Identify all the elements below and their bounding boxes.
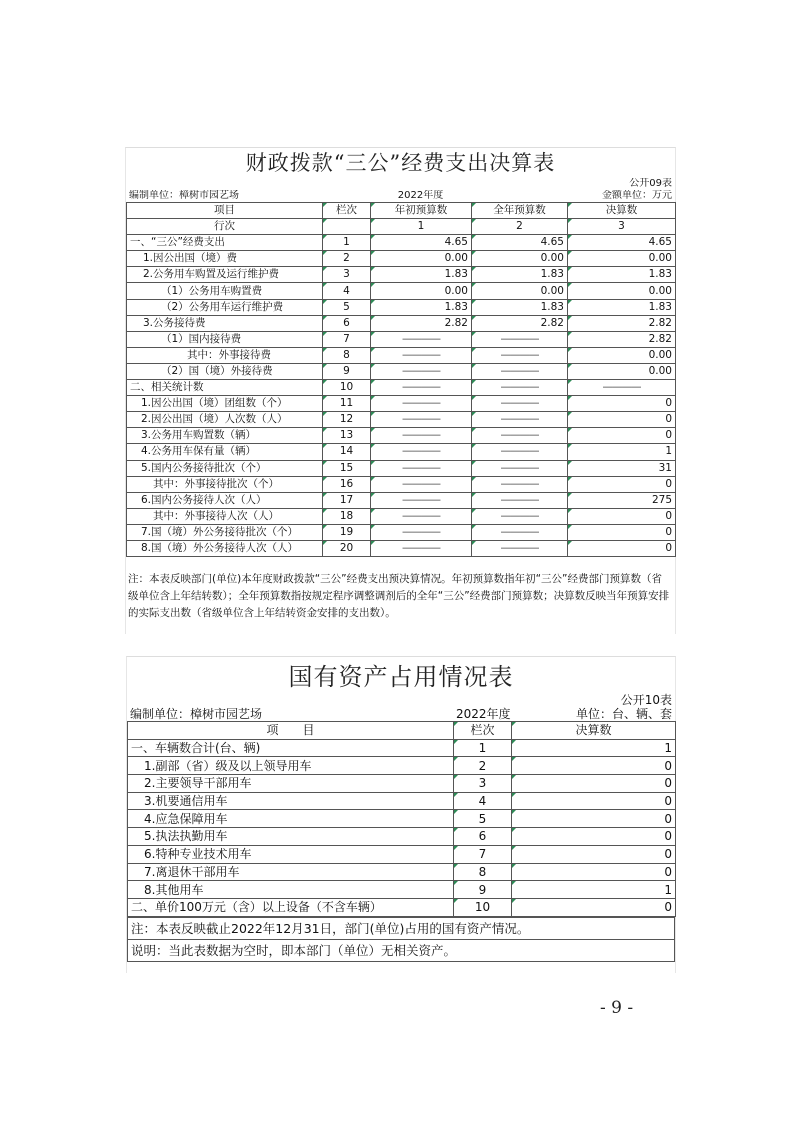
row-item: 1.因公出国（境）团组数（个） [127, 396, 323, 412]
table-row [128, 775, 676, 793]
row-annual-budget: 1.83 [472, 267, 568, 283]
row-annual-budget: 1.83 [472, 299, 568, 315]
row-initial-budget: 0.00 [371, 283, 472, 299]
header-final-account: 决算数 [568, 203, 676, 219]
table1-body [127, 235, 676, 557]
state-assets-sheet [126, 656, 676, 973]
row-initial-budget: ———— [371, 331, 472, 347]
table-row [128, 898, 676, 916]
row-col-no: 4 [323, 283, 371, 299]
row-final-account: 0 [568, 540, 676, 556]
row-initial-budget: 4.65 [371, 235, 472, 251]
row-col-no: 5 [454, 810, 512, 828]
row-col-no: 4 [454, 792, 512, 810]
row-col-no: 5 [323, 299, 371, 315]
row-col-no: 8 [323, 347, 371, 363]
row-annual-budget: 0.00 [472, 251, 568, 267]
row-item: 3.公务用车购置数（辆） [127, 428, 323, 444]
table2-note: 注：本表反映截止2022年12月31日，部门(单位)占用的国有资产情况。 [128, 917, 675, 939]
table-row [127, 412, 676, 428]
row-initial-budget: ———— [371, 460, 472, 476]
table-row [127, 428, 676, 444]
row-item: 5.执法执勤用车 [128, 828, 454, 846]
row-annual-budget: ———— [472, 380, 568, 396]
row-col-no: 10 [454, 898, 512, 916]
row-initial-budget: ———— [371, 492, 472, 508]
row-final-account: 0 [568, 476, 676, 492]
row-initial-budget: 0.00 [371, 251, 472, 267]
row-item: 6.特种专业技术用车 [128, 845, 454, 863]
row-final-account: 4.65 [568, 235, 676, 251]
table2-grid [127, 721, 676, 917]
row-item: 二、相关统计数 [127, 380, 323, 396]
table1-header-row [127, 203, 676, 219]
row-annual-budget: ———— [472, 524, 568, 540]
table2-footnotes [127, 917, 675, 962]
row-col-no: 9 [454, 881, 512, 899]
row-final-account: 0 [512, 863, 676, 881]
row-col-no: 11 [323, 396, 371, 412]
table1-form-no: 公开09表 [629, 178, 672, 189]
row-initial-budget: 1.83 [371, 267, 472, 283]
row-item: 2.公务用车购置及运行维护费 [127, 267, 323, 283]
table2-form-no: 公开10表 [620, 693, 672, 707]
table-row [127, 444, 676, 460]
row-annual-budget: 2.82 [472, 315, 568, 331]
table-row [127, 540, 676, 556]
row-annual-budget: ———— [472, 460, 568, 476]
row-col-no: 12 [323, 412, 371, 428]
row-item: 其中：外事接待费 [127, 347, 323, 363]
colno-1: 1 [371, 219, 472, 235]
table1-amount-unit: 金额单位：万元 [602, 190, 672, 201]
table-row [128, 863, 676, 881]
header-col-no: 栏次 [323, 203, 371, 219]
row-col-no: 1 [454, 739, 512, 757]
row-item: 4.应急保障用车 [128, 810, 454, 828]
row-final-account: 0.00 [568, 283, 676, 299]
row-annual-budget: ———— [472, 331, 568, 347]
row-final-account: 0 [568, 524, 676, 540]
three-public-expenses-sheet [125, 147, 676, 634]
row-item: 6.国内公务接待人次（人） [127, 492, 323, 508]
row-item: 1.因公出国（境）费 [127, 251, 323, 267]
row-item: 其中：外事接待人次（人） [127, 508, 323, 524]
row-annual-budget: ———— [472, 347, 568, 363]
table1-colno-row [127, 219, 676, 235]
table-row [127, 251, 676, 267]
row-initial-budget: ———— [371, 347, 472, 363]
row-final-account: 1 [568, 444, 676, 460]
page-number: - 9 - [600, 998, 634, 1018]
row-annual-budget: 4.65 [472, 235, 568, 251]
row-final-account: 0.00 [568, 363, 676, 379]
row-final-account: ———— [568, 380, 676, 396]
row-final-account: 0 [512, 898, 676, 916]
row-col-no: 8 [454, 863, 512, 881]
header-item: 项目 [127, 203, 323, 219]
table-row [127, 331, 676, 347]
row-final-account: 0 [512, 775, 676, 793]
table2-year: 2022年度 [456, 707, 511, 721]
row-col-no: 2 [323, 251, 371, 267]
row-col-no: 16 [323, 476, 371, 492]
row-final-account: 0 [512, 757, 676, 775]
row-col-no: 9 [323, 363, 371, 379]
table2-explanation: 说明：当此表数据为空时，即本部门（单位）无相关资产。 [128, 939, 675, 961]
row-annual-budget: 0.00 [472, 283, 568, 299]
row-final-account: 1.83 [568, 299, 676, 315]
table2-unit: 编制单位：樟树市园艺场 [130, 707, 263, 721]
row-item: 2.因公出国（境）人次数（人） [127, 412, 323, 428]
table-row [127, 524, 676, 540]
row-item: 7.国（境）外公务接待批次（个） [127, 524, 323, 540]
row-final-account: 0 [512, 810, 676, 828]
row-item: 8.其他用车 [128, 881, 454, 899]
row-final-account: 1 [512, 739, 676, 757]
table-row [127, 396, 676, 412]
row-initial-budget: ———— [371, 396, 472, 412]
table-row [128, 739, 676, 757]
row-col-no: 17 [323, 492, 371, 508]
row-item: 1.副部（省）级及以上领导用车 [128, 757, 454, 775]
row-item: （2）国（境）外接待费 [127, 363, 323, 379]
row-initial-budget: ———— [371, 428, 472, 444]
header-final-account: 决算数 [512, 722, 676, 740]
row-annual-budget: ———— [472, 412, 568, 428]
table-row [127, 460, 676, 476]
row-final-account: 0 [568, 396, 676, 412]
table-row [127, 315, 676, 331]
row-item: （1）公务用车购置费 [127, 283, 323, 299]
row-item: （1）国内接待费 [127, 331, 323, 347]
row-initial-budget: ———— [371, 412, 472, 428]
table-row [127, 347, 676, 363]
row-annual-budget: ———— [472, 476, 568, 492]
row-col-no: 2 [454, 757, 512, 775]
row-annual-budget: ———— [472, 444, 568, 460]
table-row [127, 476, 676, 492]
row-col-no: 6 [323, 315, 371, 331]
row-annual-budget: ———— [472, 492, 568, 508]
row-col-no: 3 [323, 267, 371, 283]
row-initial-budget: ———— [371, 476, 472, 492]
table-row [127, 267, 676, 283]
header-item: 项 目 [128, 722, 454, 740]
row-final-account: 0 [512, 828, 676, 846]
row-item: 4.公务用车保有量（辆） [127, 444, 323, 460]
table1-grid [126, 202, 676, 557]
row-col-no: 10 [323, 380, 371, 396]
row-item: 2.主要领导干部用车 [128, 775, 454, 793]
table-row [128, 792, 676, 810]
header-initial-budget: 年初预算数 [371, 203, 472, 219]
row-annual-budget: ———— [472, 428, 568, 444]
row-col-no: 14 [323, 444, 371, 460]
table-row [127, 235, 676, 251]
table-row [127, 508, 676, 524]
row-initial-budget: ———— [371, 508, 472, 524]
row-final-account: 0 [512, 845, 676, 863]
row-final-account: 0 [512, 792, 676, 810]
row-initial-budget: 2.82 [371, 315, 472, 331]
row-col-no: 20 [323, 540, 371, 556]
row-initial-budget: ———— [371, 524, 472, 540]
row-col-no: 7 [323, 331, 371, 347]
table2-body [128, 739, 676, 916]
row-item: （2）公务用车运行维护费 [127, 299, 323, 315]
row-item: 5.国内公务接待批次（个） [127, 460, 323, 476]
row-item: 7.离退休干部用车 [128, 863, 454, 881]
row-final-account: 0.00 [568, 347, 676, 363]
table-row [128, 881, 676, 899]
colno-label: 行次 [127, 219, 323, 235]
row-final-account: 0 [568, 412, 676, 428]
row-item: 一、“三公”经费支出 [127, 235, 323, 251]
row-final-account: 275 [568, 492, 676, 508]
row-item: 一、车辆数合计(台、辆) [128, 739, 454, 757]
row-final-account: 1 [512, 881, 676, 899]
row-initial-budget: ———— [371, 540, 472, 556]
row-final-account: 31 [568, 460, 676, 476]
row-final-account: 2.82 [568, 331, 676, 347]
row-final-account: 0.00 [568, 251, 676, 267]
table1-note: 注：本表反映部门(单位)本年度财政拨款“三公”经费支出预决算情况。年初预算数指年初“三公”经费部门预算数（省级单位含上年结转数）；全年预算数指按规定程序调整调剂后的全年“三公”经费部门预算数；决算数反映当年预算安排的实际支出数（省级单位含上年结转资金安排的支出数）。 [128, 573, 670, 620]
table2-amount-unit: 单位：台、辆、套 [575, 707, 672, 721]
table-row [127, 492, 676, 508]
row-item: 二、单价100万元（含）以上设备（不含车辆） [128, 898, 454, 916]
table1-meta [126, 178, 675, 202]
table-row [128, 757, 676, 775]
row-item: 其中：外事接待批次（个） [127, 476, 323, 492]
table-row [128, 845, 676, 863]
row-col-no: 1 [323, 235, 371, 251]
row-initial-budget: ———— [371, 380, 472, 396]
table1-year: 2022年度 [397, 190, 444, 201]
row-initial-budget: ———— [371, 444, 472, 460]
table2-header-row [128, 722, 676, 740]
table1-unit: 编制单位：樟树市园艺场 [129, 190, 239, 201]
row-final-account: 0 [568, 508, 676, 524]
header-col-no: 栏次 [454, 722, 512, 740]
row-annual-budget: ———— [472, 396, 568, 412]
row-col-no: 15 [323, 460, 371, 476]
table-row [127, 363, 676, 379]
row-col-no: 3 [454, 775, 512, 793]
table-row [127, 283, 676, 299]
header-annual-budget: 全年预算数 [472, 203, 568, 219]
row-initial-budget: ———— [371, 363, 472, 379]
colno-blank [323, 219, 371, 235]
row-annual-budget: ———— [472, 508, 568, 524]
row-item: 8.国（境）外公务接待人次（人） [127, 540, 323, 556]
table-row [128, 810, 676, 828]
row-annual-budget: ———— [472, 363, 568, 379]
row-item: 3.机要通信用车 [128, 792, 454, 810]
row-initial-budget: 1.83 [371, 299, 472, 315]
row-final-account: 1.83 [568, 267, 676, 283]
colno-2: 2 [472, 219, 568, 235]
row-item: 3.公务接待费 [127, 315, 323, 331]
table2-title: 国有资产占用情况表 [288, 663, 514, 691]
row-col-no: 7 [454, 845, 512, 863]
table-row [128, 828, 676, 846]
row-final-account: 2.82 [568, 315, 676, 331]
table-row [127, 299, 676, 315]
row-final-account: 0 [568, 428, 676, 444]
row-col-no: 18 [323, 508, 371, 524]
colno-3: 3 [568, 219, 676, 235]
table-row [127, 380, 676, 396]
row-col-no: 6 [454, 828, 512, 846]
row-annual-budget: ———— [472, 540, 568, 556]
table2-meta [127, 693, 675, 721]
row-col-no: 13 [323, 428, 371, 444]
row-col-no: 19 [323, 524, 371, 540]
table1-title: 财政拨款“三公”经费支出决算表 [245, 151, 556, 175]
